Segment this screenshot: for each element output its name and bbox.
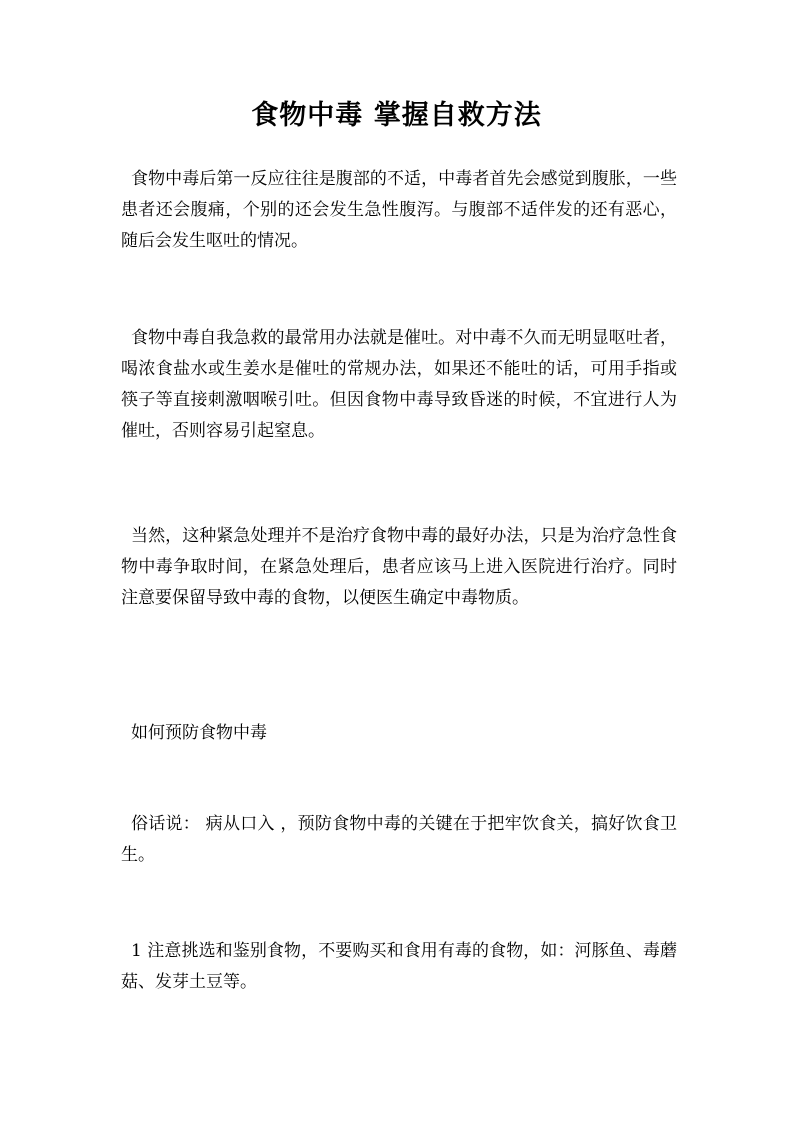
paragraph-hospital: 当然，这种紧急处理并不是治疗食物中毒的最好办法，只是为治疗急性食物中毒争取时间，在紧急处理后，患者应该马上进入医院进行治疗。同时注意要保留导致中毒的食物，以便医生确定中毒物质。 (121, 526, 677, 608)
document-title: 食物中毒 掌握自救方法 (251, 100, 542, 131)
paragraph-symptoms: 食物中毒后第一反应往往是腹部的不适，中毒者首先会感觉到腹胀，一些患者还会腹痛，个别的还会发生急性腹泻。与腹部不适伴发的还有恶心，随后会发生呕吐的情况。 (121, 169, 677, 251)
paragraph-tip-1: 1 注意挑选和鉴别食物，不要购买和食用有毒的食物，如：河豚鱼、毒蘑菇、发芽土豆等。 (121, 941, 677, 992)
paragraph-proverb: 俗话说： 病从口入 ，预防食物中毒的关键在于把牢饮食关，搞好饮食卫生。 (121, 814, 677, 865)
section-heading-prevention: 如何预防食物中毒 (131, 723, 267, 743)
paragraph-first-aid: 食物中毒自我急救的最常用办法就是催吐。对中毒不久而无明显呕吐者，喝浓食盐水或生姜水是催吐的常规办法，如果还不能吐的话，可用手指或筷子等直接刺激咽喉引吐。但因食物中毒导致昏迷的时候，不宜进行人为催吐，否则容易引起窒息。 (121, 328, 677, 441)
